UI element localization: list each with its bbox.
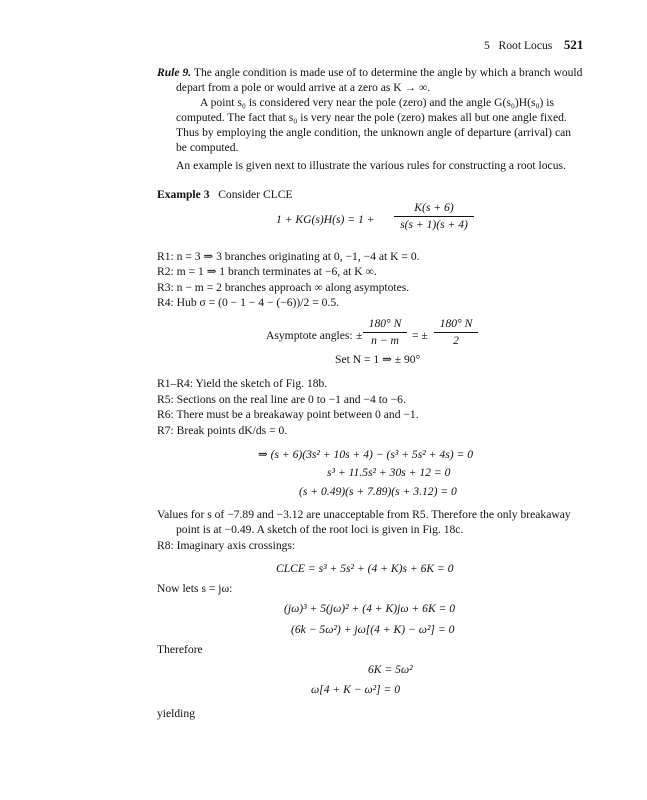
- now-let: Now lets s = jω:: [157, 582, 233, 595]
- example-label: Example 3: [157, 188, 210, 201]
- therefore-label: Therefore: [157, 643, 203, 656]
- example-intro: Consider CLCE: [218, 188, 293, 201]
- asymptote-fraction-1: [363, 318, 407, 346]
- clce-denominator: s(s + 1)(s + 4): [400, 217, 468, 231]
- clce-characteristic: CLCE = s³ + 5s² + (4 + K)s + 6K = 0: [276, 562, 454, 575]
- result-eq-2: ω[4 + K − ω²] = 0: [311, 683, 401, 696]
- asymptote-fraction-2: [434, 318, 478, 346]
- clce-fraction: [394, 202, 474, 230]
- result-eq-1: 6K = 5ω²: [368, 663, 413, 676]
- rule-r6: R6: There must be a breakaway point between 0 and −1.: [157, 408, 419, 421]
- chapter-title: Root Locus: [498, 39, 553, 52]
- rule-r8: R8: Imaginary axis crossings:: [157, 539, 296, 552]
- clce-numerator: K(s + 6): [414, 201, 454, 214]
- rule9-line2: depart from a pole or would arrive at a zero as K → ∞.: [176, 81, 431, 94]
- yielding-label: yielding: [157, 707, 195, 720]
- rule-r7: R7: Break points dK/ds = 0.: [157, 424, 288, 437]
- page-number: 521: [563, 37, 584, 52]
- rule-r3: R3: n − m = 2 branches approach ∞ along asymptotes.: [157, 281, 410, 294]
- rule9-line1: [157, 67, 582, 79]
- clce-lhs: 1 + KG(s)H(s) = 1 +: [276, 213, 375, 226]
- rule-r5: R5: Sections on the real line are 0 to −1 and −4 to −6.: [157, 393, 406, 406]
- rule9-label: Rule 9.: [157, 66, 192, 79]
- set-n: Set N = 1 ⇒ ± 90°: [335, 353, 421, 366]
- rule9-p2-line4: be computed.: [176, 141, 239, 154]
- breakpoint-eq-2: s³ + 11.5s² + 30s + 12 = 0: [327, 466, 451, 479]
- rule9-p2-line2: computed. The fact that s₀ is very near the pole (zero) makes all but one angle fixed.: [176, 111, 567, 124]
- rule9-p3: An example is given next to illustrate the various rules for constructing a root locus.: [176, 159, 566, 172]
- breakpoint-eq-3: (s + 0.49)(s + 7.89)(s + 3.12) = 0: [299, 485, 457, 498]
- asymptote-equals: = ±: [412, 329, 428, 342]
- asymptote-pm: ±: [356, 329, 363, 342]
- rule-r1: R1: n = 3 ⇒ 3 branches originating at 0, −1, −4 at K = 0.: [157, 250, 420, 263]
- example-heading: [157, 189, 293, 201]
- section-number: 5: [484, 39, 490, 52]
- asymptote-num1: 180° N: [368, 317, 402, 330]
- asymptote-num2: 180° N: [439, 317, 473, 330]
- rule-r2: R2: m = 1 ⇒ 1 branch terminates at −6, at K ∞.: [157, 265, 377, 278]
- rule9-p2-line3: Thus by employing the angle condition, the unknown angle of departure (arrival) can: [176, 126, 572, 139]
- rule-r1-r4: R1–R4: Yield the sketch of Fig. 18b.: [157, 377, 328, 390]
- jw-eq-1: (jω)³ + 5(jω)² + (4 + K)jω + 6K = 0: [284, 602, 456, 615]
- values-line1: Values for s of −7.89 and −3.12 are unacceptable from R5. Therefore the only breakaway: [157, 508, 571, 521]
- values-line2: point is at −0.49. A sketch of the root loci is given in Fig. 18c.: [176, 523, 464, 536]
- running-header: [484, 38, 583, 52]
- rule-r4: R4: Hub σ = (0 − 1 − 4 − (−6))/2 = 0.5.: [157, 296, 340, 309]
- jw-eq-2: (6k − 5ω²) + jω[(4 + K) − ω²] = 0: [291, 623, 455, 636]
- rule9-text-1: The angle condition is made use of to determine the angle by which a branch would: [193, 66, 583, 79]
- rule9-p2-line1: A point s₀ is considered very near the pole (zero) and the angle G(s₀)H(s₀) is: [200, 96, 555, 109]
- asymptote-den1: n − m: [371, 333, 399, 347]
- asymptote-den2: 2: [453, 333, 459, 347]
- asymptote-label: Asymptote angles:: [266, 329, 353, 342]
- breakpoint-eq-1: ⇒ (s + 6)(3s² + 10s + 4) − (s³ + 5s² + 4s) = 0: [258, 448, 473, 461]
